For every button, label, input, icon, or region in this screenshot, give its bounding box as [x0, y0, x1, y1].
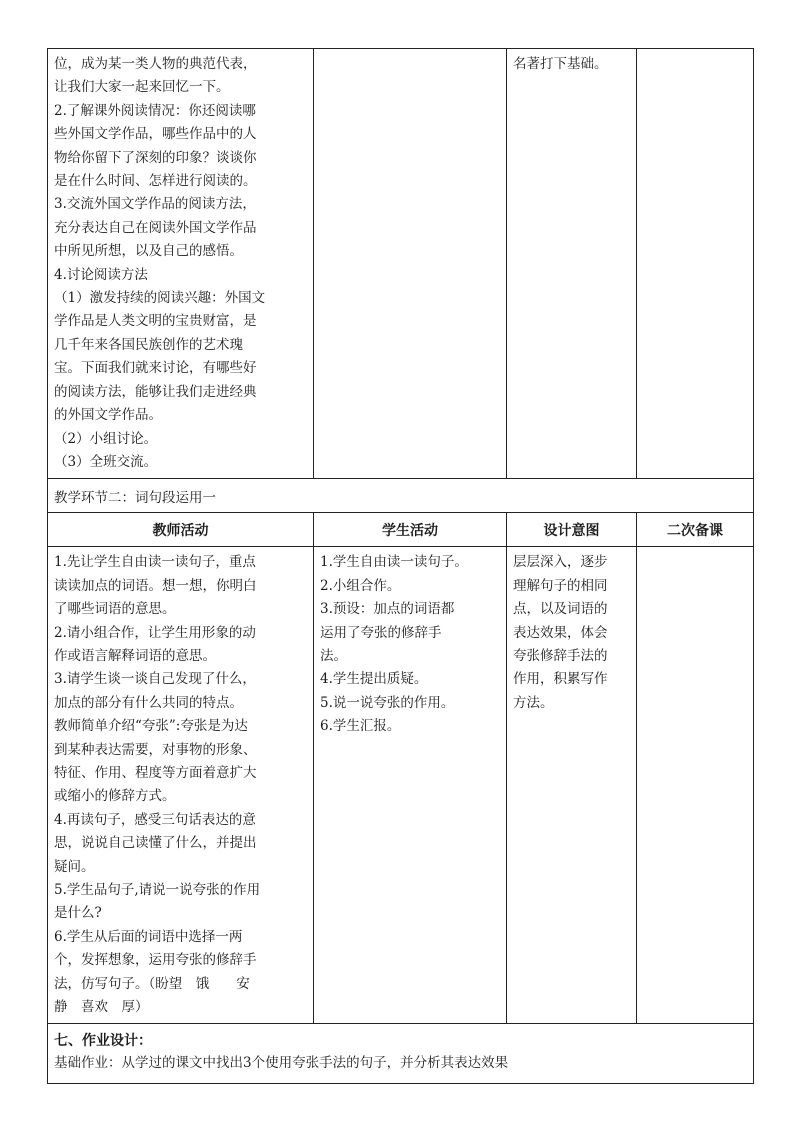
- homework-text: 基础作业：从学过的课文中找出3个使用夸张手法的句子，并分析其表达效果: [54, 1055, 509, 1072]
- teacher-activity-cell-continued: [48, 49, 314, 479]
- section2-content-row: [48, 547, 754, 1024]
- text-line: （1）激发持续的阅读兴趣：外国文: [54, 290, 266, 307]
- text-line: 法，仿写句子。（盼望 饿 安: [54, 975, 250, 992]
- text-line: 学作品是人类文明的宝贵财富，是: [54, 313, 257, 330]
- text-line: 宝。下面我们就来讨论，有哪些好: [54, 360, 257, 377]
- text-line: 几千年来各国民族创作的艺术瑰: [54, 336, 243, 353]
- header-student-activity: 学生活动: [314, 513, 507, 547]
- text-line: 加点的部分有什么共同的特点。: [54, 694, 243, 711]
- text-line: 方法。: [513, 694, 554, 711]
- text-line: （3）全班交流。: [54, 453, 158, 470]
- text-line: 2.小组合作。: [320, 577, 401, 594]
- text-line: 层层深入，逐步: [513, 554, 608, 571]
- text-line: 6.学生从后面的词语中选择一两: [54, 928, 243, 945]
- text-line: 让我们大家一起来回忆一下。: [54, 79, 230, 96]
- student-activity-text: [314, 547, 506, 742]
- lesson-plan-table: [47, 48, 754, 1084]
- student-activity-cell: [314, 547, 507, 1024]
- text-line: 1.学生自由读一读句子。: [320, 554, 468, 571]
- text-line: 是在什么时间、怎样进行阅读的。: [54, 173, 257, 190]
- text-line: 法。: [320, 647, 347, 664]
- homework-title: 七、作业设计：: [54, 1033, 152, 1050]
- student-activity-cell-continued: [314, 49, 507, 479]
- text-line: 表达效果，体会: [513, 624, 608, 641]
- text-line: 教师简单介绍“夸张”:夸张是为达: [54, 718, 248, 735]
- header-design-intent: 设计意图: [507, 513, 637, 547]
- text-line: 些外国文学作品，哪些作品中的人: [54, 126, 257, 143]
- text-line: 或缩小的修辞方式。: [54, 788, 176, 805]
- text-line: 读读加点的词语。想一想，你明白: [54, 577, 257, 594]
- section-title: 教学环节二：词句段运用一: [48, 479, 754, 513]
- text-line: 4.讨论阅读方法: [54, 266, 148, 283]
- column-header-row: [48, 513, 754, 547]
- text-line: 到某种表达需要，对事物的形象、: [54, 741, 257, 758]
- design-intent-cell-continued: [507, 49, 637, 479]
- text-line: 作用，积累写作: [513, 671, 608, 688]
- text-line: 4.再读句子，感受三句话表达的意: [54, 811, 256, 828]
- teacher-activity-cell: [48, 547, 314, 1024]
- text-line: 是什么?: [54, 905, 102, 922]
- second-prep-cell-continued: [637, 49, 754, 479]
- text-line: 3.预设：加点的词语都: [320, 601, 455, 618]
- homework-cell: [48, 1024, 754, 1084]
- text-line: 1.先让学生自由读一读句子，重点: [54, 554, 256, 571]
- text-line: 2.了解课外阅读情况：你还阅读哪: [54, 102, 256, 119]
- text-line: 中所见所想，以及自己的感悟。: [54, 243, 243, 260]
- text-line: 3.交流外国文学作品的阅读方法，: [54, 196, 256, 213]
- text-line: 的阅读方法，能够让我们走进经典: [54, 383, 257, 400]
- text-line: 点，以及词语的: [513, 601, 608, 618]
- lesson-plan-page: [47, 48, 753, 1084]
- header-second-prep: 二次备课: [637, 513, 754, 547]
- teacher-activity-text: [48, 49, 313, 478]
- text-line: 个，发挥想象，运用夸张的修辞手: [54, 952, 257, 969]
- text-line: 位，成为某一类人物的典范代表，: [54, 56, 257, 72]
- text-line: 4.学生提出质疑。: [320, 671, 428, 688]
- text-line: 6.学生汇报。: [320, 718, 401, 735]
- text-line: 5.学生品句子,请说一说夸张的作用: [54, 882, 261, 898]
- header-teacher-activity: 教师活动: [48, 513, 314, 547]
- design-intent-cell: [507, 547, 637, 1024]
- text-line: 2.请小组合作，让学生用形象的动: [54, 624, 256, 641]
- teacher-activity-text: [48, 547, 313, 1023]
- text-line: 5.说一说夸张的作用。: [320, 694, 455, 711]
- text-line: 理解句子的相同: [513, 577, 608, 594]
- second-prep-cell: [637, 547, 754, 1024]
- text-line: 运用了夸张的修辞手: [320, 624, 442, 641]
- homework-row: [48, 1024, 754, 1084]
- text-line: 思，说说自己读懂了什么，并提出: [54, 835, 257, 852]
- text-line: 静 喜欢 厚）: [54, 999, 149, 1016]
- design-intent-text: [507, 547, 636, 719]
- text-line: （2）小组讨论。: [54, 430, 158, 447]
- text-line: 充分表达自己在阅读外国文学作品: [54, 219, 257, 236]
- text-line: 作或语言解释词语的意思。: [54, 647, 216, 664]
- section-title-row: [48, 479, 754, 513]
- text-line: 3.请学生谈一谈自己发现了什么，: [54, 671, 256, 688]
- text-line: 了哪些词语的意思。: [54, 601, 176, 618]
- text-line: 名著打下基础。: [513, 56, 608, 72]
- continued-activity-row: [48, 49, 754, 479]
- text-line: 特征、作用、程度等方面着意扩大: [54, 764, 257, 781]
- text-line: 夸张修辞手法的: [513, 647, 608, 664]
- design-intent-text: [507, 49, 636, 80]
- text-line: 的外国文学作品。: [54, 407, 162, 424]
- text-line: 物给你留下了深刻的印象？谈谈你: [54, 149, 257, 166]
- text-line: 疑问。: [54, 858, 95, 875]
